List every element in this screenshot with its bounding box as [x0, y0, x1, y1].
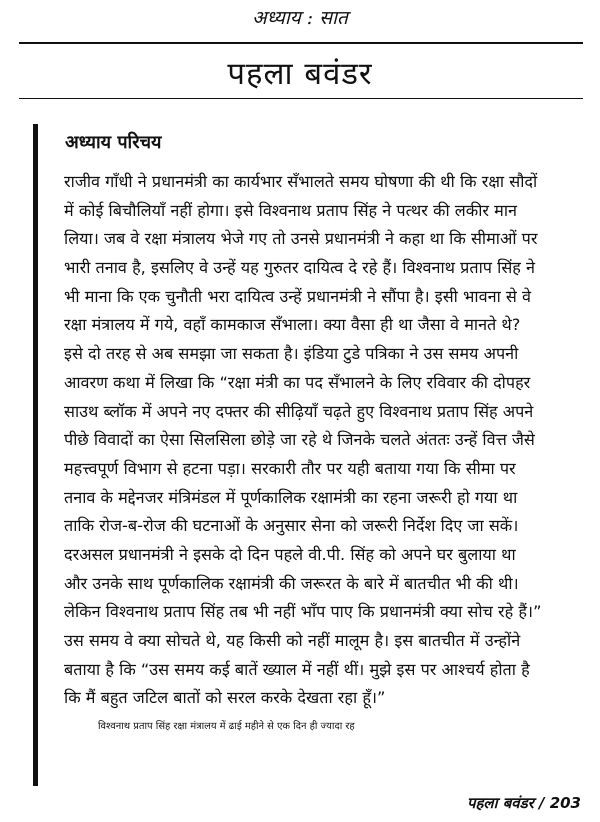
title-rule: [19, 98, 583, 99]
body-line: पीछे विवादों का ऐसा सिलसिला छोड़े जा रहे थे जिनके चलते अंततः उन्हें वित्त जैसे: [64, 430, 535, 450]
body-line: भी माना कि एक चुनौती भरा दायित्व उन्हें प्रधानमंत्री ने सौंपा है। इसी भावना से वे: [64, 286, 532, 306]
body-line: कि मैं बहुत जटिल बातों को सरल करके देखता रहा हूँ।”: [64, 688, 386, 708]
page-folio: पहला बवंडर / 203: [466, 794, 581, 812]
body-line: लिया। जब वे रक्षा मंत्रालय भेजे गए तो उनसे प्रधानमंत्री ने कहा था कि सीमाओं पर: [64, 229, 538, 249]
chapter-title: पहला बवंडर: [227, 56, 373, 92]
body-line: इसे दो तरह से अब समझा जा सकता है। इंडिया टुडे पत्रिका ने उस समय अपनी: [64, 344, 519, 364]
body-line: तनाव के मद्देनजर मंत्रिमंडल में पूर्णकालिक रक्षामंत्री का रहना जरूरी हो गया था: [64, 487, 518, 507]
margin-bar: [33, 124, 38, 786]
body-line: और उनके साथ पूर्णकालिक रक्षामंत्री की जरूरत के बारे में बातचीत भी की थी।: [64, 573, 519, 593]
body-text: [64, 168, 584, 742]
header-rule: [19, 42, 583, 44]
body-line: विश्वनाथ प्रताप सिंह रक्षा मंत्रालय में ढाई महीने से एक दिन ही ज्यादा रह: [98, 721, 355, 733]
body-line: भारी तनाव है, इसलिए वे उन्हें यह गुरुतर दायित्व दे रहे हैं। विश्वनाथ प्रताप सिंह ने: [64, 258, 535, 278]
body-line: ताकि रोज-ब-रोज की घटनाओं के अनुसार सेना को जरूरी निर्देश दिए जा सकें।: [64, 516, 519, 536]
body-line: रक्षा मंत्रालय में गये, वहाँ कामकाज सँभाला। क्या वैसा ही था जैसा वे मानते थे?: [64, 315, 521, 335]
body-line: साउथ ब्लॉक में अपने नए दफ्तर की सीढ़ियाँ चढ़ते हुए विश्वनाथ प्रताप सिंह अपने: [64, 401, 534, 421]
body-line: महत्त्वपूर्ण विभाग से हटना पड़ा। सरकारी तौर पर यही बताया गया कि सीमा पर: [64, 458, 516, 478]
body-line: दरअसल प्रधानमंत्री ने इसके दो दिन पहले वी.पी. सिंह को अपने घर बुलाया था: [64, 544, 516, 564]
body-line: उस समय वे क्या सोचते थे, यह किसी को नहीं मालूम है। इस बातचीत में उन्होंने: [64, 631, 521, 650]
body-line: में कोई बिचौलियाँ नहीं होगा। इसे विश्वनाथ प्रताप सिंह ने पत्थर की लकीर मान: [64, 200, 518, 220]
body-line: राजीव गाँधी ने प्रधानमंत्री का कार्यभार सँभालते समय घोषणा की थी कि रक्षा सौदों: [64, 172, 538, 191]
body-line: बताया है कि “उस समय कई बातें ख्याल में नहीं थीं। मुझे इस पर आश्चर्य होता है: [64, 659, 530, 679]
section-heading: अध्याय परिचय: [65, 132, 162, 153]
body-line: आवरण कथा में लिखा कि “रक्षा मंत्री का पद सँभालने के लिए रविवार की दोपहर: [64, 372, 531, 392]
body-line: लेकिन विश्वनाथ प्रताप सिंह तब भी नहीं भाँप पाए कि प्रधानमंत्री क्या सोच रहे हैं।”: [64, 602, 542, 622]
running-head: अध्याय : सात: [252, 7, 348, 29]
